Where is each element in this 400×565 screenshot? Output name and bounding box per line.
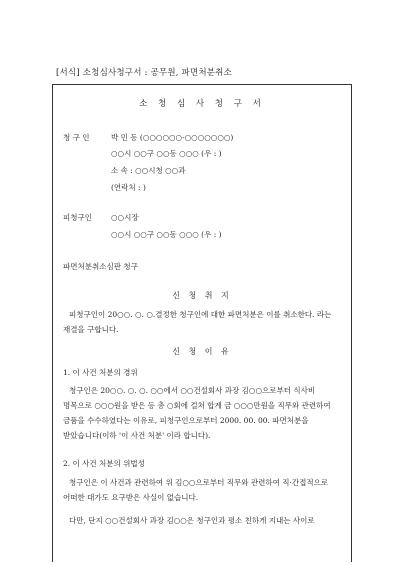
- form-caption: [서식] 소청심사청구서 : 공무원, 파면처분취소: [56, 68, 233, 78]
- reasons-heading: 신 청 이 유: [172, 347, 232, 356]
- purpose-heading: 신 청 취 지: [172, 291, 232, 300]
- respondent-label: 피청구인: [63, 213, 92, 222]
- section-1-text: 청구인은 20○○. ○. ○. ○○에서 ○○건설회사 과장 김○○으로부터 식사비 명목으로 ○○○원을 받은 등 총 ○회에 걸쳐 합계 금 ○○○만원을 직무와 관련하여 금품을 수수하였다는 이유로, 피청구인으로부터 2000. 00. 00. 파면처분을 받았습니다(이하 '이 사건 처분' 이라 합니다).: [63, 386, 331, 440]
- case-name: 파면처분취소심판 청구: [63, 262, 138, 271]
- section-1-title: 1. 이 사건 처분의 경위: [63, 368, 138, 377]
- respondent-address: ○○시 ○○구 ○○동 ○○○ (우 : ): [111, 230, 222, 239]
- section-2-text-cont: 다만, 단지 ○○건설회사 과장 김○○은 청구인과 평소 친하게 지내는 사이로: [69, 516, 315, 525]
- claimant-address: ○○시 ○○구 ○○동 ○○○ (우 : ): [111, 149, 222, 158]
- claimant-affiliation: 소 속 : ○○시청 ○○과: [111, 166, 186, 175]
- document-frame: [52, 84, 352, 562]
- claimant-contact: (연락처 : ): [111, 183, 146, 192]
- respondent-name: ○○시장: [111, 213, 139, 222]
- purpose-text: 피청구인이 20○○. ○. ○.결정한 청구인에 대한 파면처분은 이를 취소한다. 라는 재결을 구합니다.: [63, 310, 332, 334]
- claimant-name: 박 민 동 (○○○○○○-○○○○○○○): [111, 133, 234, 142]
- claimant-label: 청 구 인: [63, 133, 90, 142]
- section-2-text: 청구인은 이 사건과 관련하여 위 김○○으로부터 직무와 관련하여 직·간접적으로 어떠한 대가도 요구받은 사실이 없습니다.: [63, 478, 329, 502]
- document-title: 소 청 심 사 청 구 서: [139, 99, 265, 109]
- section-2-title: 2. 이 사건 처분의 위법성: [63, 459, 145, 468]
